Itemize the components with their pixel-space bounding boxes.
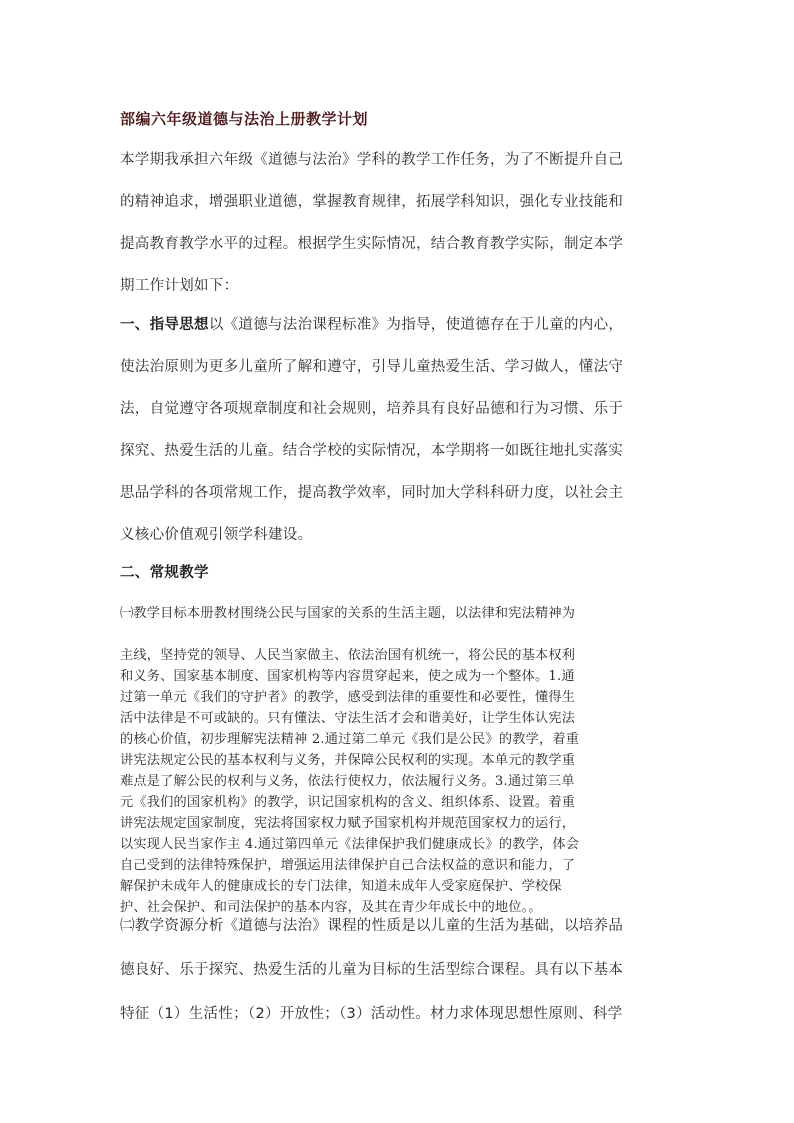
text-line: 思品学科的各项常规工作，提高教学效率，同时加大学科科研力度，以社会主 <box>120 485 624 501</box>
text-line <box>120 624 680 645</box>
section-guiding-ideology <box>120 304 690 556</box>
text-line: 自己受到的法律特殊保护，增强运用法律保护自己合法权益的意识和能力，了 <box>120 858 576 873</box>
document-title: 部编六年级道德与法治上册教学计划 <box>120 110 369 128</box>
section-routine-teaching <box>120 552 690 594</box>
intro-paragraph <box>120 139 690 307</box>
text-line: 护、社会保护、和司法保护的基本内容，及其在青少年成长中的地位。。 <box>120 900 542 915</box>
text-line: ㈡教学资源分析《道德与法治》课程的性质是以儿童的生活为基础，以培养品 <box>120 918 624 934</box>
text-line <box>120 304 690 346</box>
teaching-goals-block <box>120 603 680 918</box>
text-line: 过第一单元《我们的守护者》的教学，感受到法律的重要性和必要性，懂得生 <box>120 690 576 705</box>
text-line: 的核心价值，初步理解宪法精神 2.通过第二单元《我们是公民》的教学，着重 <box>120 732 580 747</box>
text-line: 解保护未成年人的健康成长的专门法律，知道未成年人受家庭保护、学校保 <box>120 879 562 894</box>
text-line: 期工作计划如下： <box>120 278 239 294</box>
text-line: 的精神追求，增强职业道德，掌握教育规律，拓展学科知识，强化专业技能和 <box>120 194 624 210</box>
text-line: 讲宪法规定国家制度，宪法将国家权力赋予国家机构并规范国家权力的运行， <box>120 816 576 831</box>
section-heading: 二、常规教学 <box>120 565 209 581</box>
text-line: 使法治原则为更多儿童所了解和遵守，引导儿童热爱生活、学习做人，懂法守 <box>120 359 624 375</box>
text-line: 特征（1）生活性；（2）开放性；（3）活动性。材力求体现思想性原则、科学 <box>120 1006 623 1022</box>
text-line: 难点是了解公民的权利与义务，依法行使权力，依法履行义务。3.通过第三单 <box>120 774 575 789</box>
teaching-resources-analysis <box>120 904 690 1036</box>
text-line: 以实现人民当家作主 4.通过第四单元《法律保护我们健康成长》的教学，体会 <box>120 837 580 852</box>
text-line: 本学期我承担六年级《道德与法治》学科的教学工作任务，为了不断提升自己 <box>120 152 624 168</box>
text-line: 和义务、国家基本制度、国家机构等内容贯穿起来，使之成为一个整体。1.通 <box>120 669 575 684</box>
text-line: 探究、热爱生活的儿童。结合学校的实际情况，本学期将一如既往地扎实落实 <box>120 443 624 459</box>
text-line: ㈠教学目标本册教材围绕公民与国家的关系的生活主题，以法律和宪法精神为 <box>120 606 576 621</box>
text-line: 法，自觉遵守各项规章制度和社会规则，培养具有良好品德和行为习惯、乐于 <box>120 401 624 417</box>
text-line: 德良好、乐于探究、热爱生活的儿童为目标的生活型综合课程。具有以下基本 <box>120 962 624 978</box>
text-line: 讲宪法规定公民的基本权利与义务，并保障公民权利的实现。本单元的教学重 <box>120 753 576 768</box>
text-line: 元《我们的国家机构》的教学，识记国家机构的含义、组织体系、设置。着重 <box>120 795 576 810</box>
text-span: 以《道德与法治课程标准》为指导，使道德存在于儿童的内心， <box>208 317 624 333</box>
section-heading: 一、指导思想 <box>120 317 209 333</box>
text-line: 提高教育教学水平的过程。根据学生实际情况，结合教育教学实际，制定本学 <box>120 236 624 252</box>
text-line: 义核心价值观引领学科建设。 <box>120 527 313 543</box>
text-line: 活中法律是不可或缺的。只有懂法、守法生活才会和谐美好，让学生体认宪法 <box>120 711 576 726</box>
text-line: 主线，坚持党的领导、人民当家做主、依法治国有机统一，将公民的基本权利 <box>120 648 576 663</box>
